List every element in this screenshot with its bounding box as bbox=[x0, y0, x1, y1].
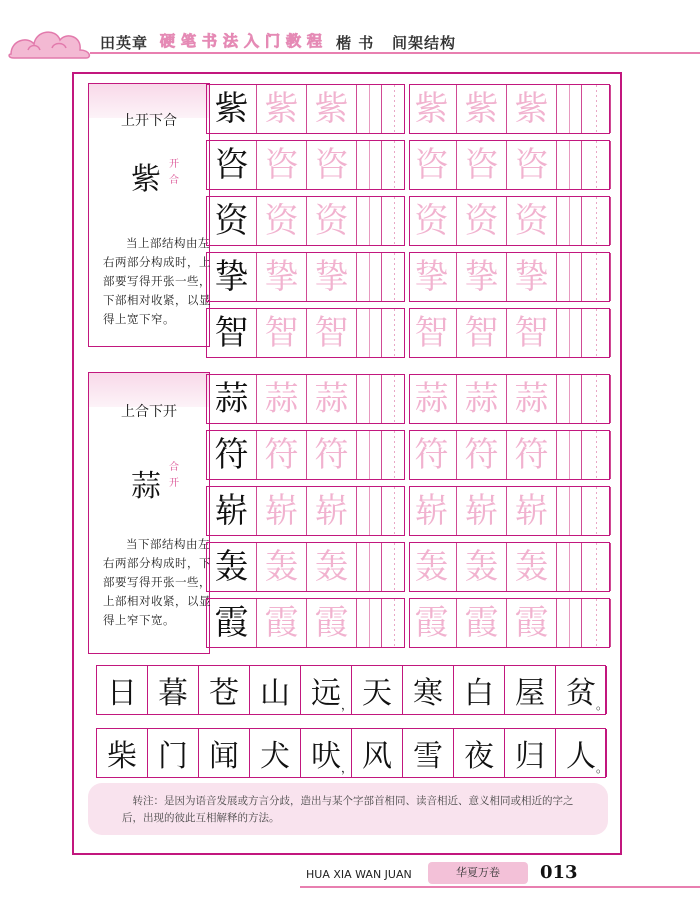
blank-cell bbox=[582, 487, 611, 535]
publisher-en: HUA XIA WAN JUAN bbox=[306, 868, 412, 881]
trace-character: 霞 bbox=[257, 599, 307, 647]
poem-character: 寒 bbox=[403, 666, 454, 714]
blank-cell bbox=[357, 599, 382, 647]
blank-cell bbox=[557, 431, 582, 479]
page-header bbox=[0, 0, 700, 62]
poem-row bbox=[96, 665, 609, 715]
trace-character: 紫 bbox=[257, 85, 307, 133]
trace-character: 智 bbox=[507, 309, 557, 357]
section-description: 当下部结构由左右两部分构成时，下部要写得开张一些，上部相对收紧，以显得上窄下宽。 bbox=[103, 537, 211, 627]
poem-character: 贫 bbox=[556, 666, 607, 714]
trace-character: 崭 bbox=[257, 487, 307, 535]
trace-character: 紫 bbox=[507, 85, 557, 133]
trace-character: 资 bbox=[407, 197, 457, 245]
author-name: 田英章 bbox=[100, 34, 149, 52]
poem-character: 柴 bbox=[97, 729, 148, 777]
poem-character: 夜 bbox=[454, 729, 505, 777]
trace-character: 霞 bbox=[507, 599, 557, 647]
blank-cell bbox=[557, 141, 582, 189]
section-title: 上开下合 bbox=[121, 113, 177, 129]
trace-character: 挚 bbox=[457, 253, 507, 301]
blank-cell bbox=[357, 487, 382, 535]
practice-row bbox=[206, 430, 610, 480]
trace-character: 轰 bbox=[307, 543, 357, 591]
poem-character: 吠 bbox=[301, 729, 352, 777]
trace-character: 崭 bbox=[457, 487, 507, 535]
blank-cell bbox=[582, 197, 611, 245]
trace-character: 符 bbox=[257, 431, 307, 479]
poem-character: 苍 bbox=[199, 666, 250, 714]
poem-character: 暮 bbox=[148, 666, 199, 714]
poem-character: 屋 bbox=[505, 666, 556, 714]
model-character: 轰 bbox=[207, 543, 257, 591]
trace-character: 挚 bbox=[507, 253, 557, 301]
blank-cell bbox=[582, 309, 611, 357]
poem-row bbox=[96, 728, 609, 778]
blank-cell bbox=[557, 253, 582, 301]
blank-cell bbox=[357, 543, 382, 591]
annotation-top: 开 bbox=[169, 159, 179, 170]
blank-cell bbox=[582, 431, 611, 479]
trace-character: 轰 bbox=[257, 543, 307, 591]
blank-cell bbox=[557, 543, 582, 591]
blank-cell bbox=[557, 85, 582, 133]
practice-row bbox=[206, 308, 610, 358]
punctuation-mark: ， bbox=[341, 698, 354, 712]
trace-character: 智 bbox=[457, 309, 507, 357]
blank-cell bbox=[557, 487, 582, 535]
trace-character: 智 bbox=[257, 309, 307, 357]
section-title: 上合下开 bbox=[121, 404, 177, 420]
model-character: 智 bbox=[207, 309, 257, 357]
blank-cell bbox=[582, 599, 611, 647]
footnote-panel bbox=[88, 783, 608, 835]
model-character: 崭 bbox=[207, 487, 257, 535]
practice-row bbox=[206, 374, 610, 424]
trace-character: 资 bbox=[507, 197, 557, 245]
model-character: 咨 bbox=[207, 141, 257, 189]
trace-character: 蒜 bbox=[457, 375, 507, 423]
trace-character: 轰 bbox=[507, 543, 557, 591]
trace-character: 崭 bbox=[407, 487, 457, 535]
practice-row bbox=[206, 598, 610, 648]
trace-character: 资 bbox=[307, 197, 357, 245]
annotation-bottom: 合 bbox=[169, 175, 179, 186]
trace-character: 咨 bbox=[457, 141, 507, 189]
trace-character: 蒜 bbox=[507, 375, 557, 423]
practice-row bbox=[206, 486, 610, 536]
blank-cell bbox=[557, 309, 582, 357]
blank-cell bbox=[357, 431, 382, 479]
trace-character: 轰 bbox=[457, 543, 507, 591]
footnote-text: 转注：是因为语音发展或方言分歧，造出与某个字部首相同、读音相近、意义相同或相近的字之后，出现的彼此互相解释的方法。 bbox=[122, 795, 574, 824]
blank-cell bbox=[557, 197, 582, 245]
trace-character: 蒜 bbox=[257, 375, 307, 423]
example-character: 紫 bbox=[131, 162, 161, 197]
script-style: 楷 书 bbox=[336, 34, 375, 52]
trace-character: 资 bbox=[457, 197, 507, 245]
model-character: 蒜 bbox=[207, 375, 257, 423]
blank-cell bbox=[582, 141, 611, 189]
section-explain-box bbox=[88, 83, 210, 347]
annotation-bottom: 开 bbox=[169, 478, 179, 489]
trace-character: 符 bbox=[307, 431, 357, 479]
poem-character: 雪 bbox=[403, 729, 454, 777]
poem-character: 归 bbox=[505, 729, 556, 777]
example-character: 蒜 bbox=[131, 469, 161, 504]
blank-cell bbox=[582, 543, 611, 591]
trace-character: 霞 bbox=[457, 599, 507, 647]
cloud-ornament-icon bbox=[6, 20, 96, 60]
blank-cell bbox=[557, 375, 582, 423]
trace-character: 轰 bbox=[407, 543, 457, 591]
section-description: 当上部结构由左右两部分构成时，上部要写得开张一些，下部相对收紧，以显得上宽下窄。 bbox=[103, 236, 211, 326]
blank-cell bbox=[557, 599, 582, 647]
publisher-cn: 华夏万卷 bbox=[428, 862, 528, 884]
poem-character: 人 bbox=[556, 729, 607, 777]
model-character: 霞 bbox=[207, 599, 257, 647]
page-number: 013 bbox=[540, 862, 578, 883]
trace-character: 挚 bbox=[407, 253, 457, 301]
punctuation-mark: ， bbox=[341, 761, 354, 775]
blank-cell bbox=[357, 309, 382, 357]
poem-character: 白 bbox=[454, 666, 505, 714]
practice-row bbox=[206, 542, 610, 592]
trace-character: 挚 bbox=[257, 253, 307, 301]
annotation-top: 合 bbox=[169, 462, 179, 473]
blank-cell bbox=[357, 85, 382, 133]
trace-character: 霞 bbox=[307, 599, 357, 647]
trace-character: 咨 bbox=[407, 141, 457, 189]
blank-cell bbox=[357, 253, 382, 301]
trace-character: 符 bbox=[507, 431, 557, 479]
practice-row bbox=[206, 196, 610, 246]
model-character: 挚 bbox=[207, 253, 257, 301]
practice-row bbox=[206, 84, 610, 134]
footer-rule bbox=[300, 886, 700, 888]
poem-character: 门 bbox=[148, 729, 199, 777]
model-character: 符 bbox=[207, 431, 257, 479]
trace-character: 崭 bbox=[307, 487, 357, 535]
practice-row bbox=[206, 252, 610, 302]
trace-character: 崭 bbox=[507, 487, 557, 535]
section-explain-box bbox=[88, 372, 210, 654]
series-title: 硬笔书法入门教程 bbox=[160, 32, 329, 50]
trace-character: 智 bbox=[307, 309, 357, 357]
topic-title: 间架结构 bbox=[392, 34, 457, 52]
poem-character: 远 bbox=[301, 666, 352, 714]
trace-character: 咨 bbox=[307, 141, 357, 189]
trace-character: 紫 bbox=[407, 85, 457, 133]
punctuation-mark: 。 bbox=[596, 761, 609, 775]
trace-character: 蒜 bbox=[307, 375, 357, 423]
punctuation-mark: 。 bbox=[596, 698, 609, 712]
trace-character: 蒜 bbox=[407, 375, 457, 423]
trace-character: 紫 bbox=[457, 85, 507, 133]
poem-character: 闻 bbox=[199, 729, 250, 777]
trace-character: 符 bbox=[407, 431, 457, 479]
practice-row bbox=[206, 140, 610, 190]
blank-cell bbox=[582, 253, 611, 301]
trace-character: 咨 bbox=[507, 141, 557, 189]
model-character: 紫 bbox=[207, 85, 257, 133]
trace-character: 咨 bbox=[257, 141, 307, 189]
poem-character: 天 bbox=[352, 666, 403, 714]
trace-character: 符 bbox=[457, 431, 507, 479]
trace-character: 智 bbox=[407, 309, 457, 357]
blank-cell bbox=[357, 141, 382, 189]
model-character: 资 bbox=[207, 197, 257, 245]
poem-character: 山 bbox=[250, 666, 301, 714]
poem-character: 日 bbox=[97, 666, 148, 714]
poem-character: 犬 bbox=[250, 729, 301, 777]
trace-character: 资 bbox=[257, 197, 307, 245]
blank-cell bbox=[582, 375, 611, 423]
poem-character: 风 bbox=[352, 729, 403, 777]
blank-cell bbox=[357, 197, 382, 245]
blank-cell bbox=[357, 375, 382, 423]
trace-character: 紫 bbox=[307, 85, 357, 133]
blank-cell bbox=[582, 85, 611, 133]
trace-character: 挚 bbox=[307, 253, 357, 301]
trace-character: 霞 bbox=[407, 599, 457, 647]
